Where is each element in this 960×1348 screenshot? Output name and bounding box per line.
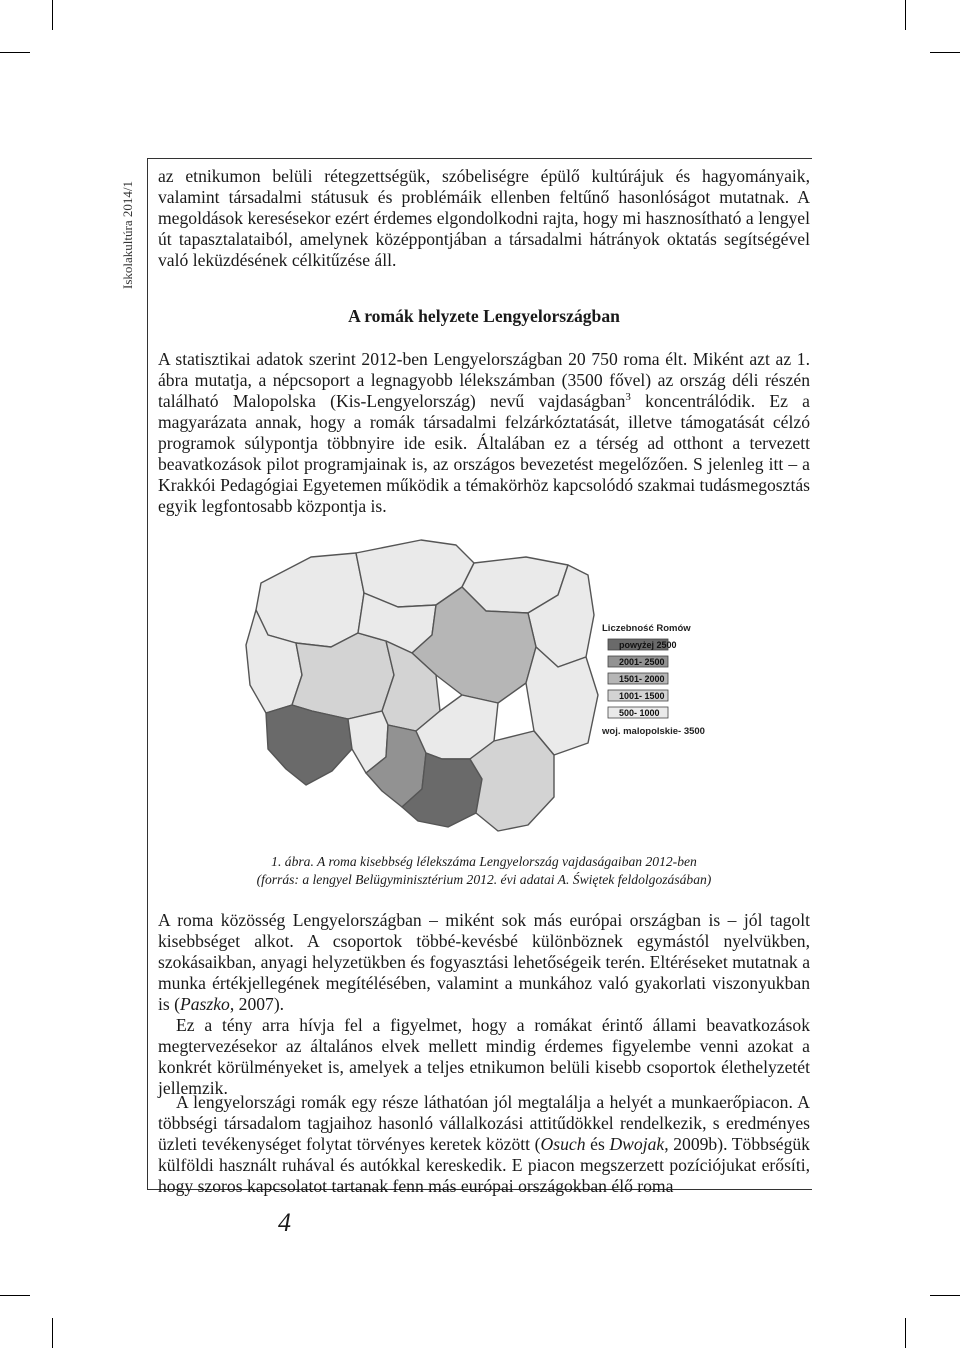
body-paragraph-1: A roma közösség Lengyelországban – miként sok más európai országban is – jól tagolt kisebbséget alkot. A csoportok többé-kevésbé különböznek egymástól nyelvükben, szokásaikban, anyagi helyzetükben és fogyasztási lehetőségeik terén. Eltéréseket mutatnak a munka értékjellegének megítélésében, valamint a munkához való gyakorlati viszonyukban is (Paszko, 2007).	[158, 910, 810, 1014]
crop-mark	[930, 52, 960, 53]
legend-label: 1001- 1500	[619, 691, 665, 701]
body-paragraph-2: Ez a tény arra hívja fel a figyelmet, hogy a romákat érintő állami beavatkozások megtervezésekor az általános elvek mellett mindig érdemes figyelembe venni azokat a konkrét körülményeket is, amelyek a teljes etnikumon belüli kisebb csoportok élethelyzetét jellemzik.	[158, 1015, 810, 1098]
legend-label: powyżej 2500	[619, 640, 677, 650]
legend-label: 1501- 2000	[619, 674, 665, 684]
crop-mark	[0, 52, 30, 53]
section-heading: A romák helyzete Lengyelországban	[348, 306, 620, 326]
crop-mark	[905, 0, 906, 30]
running-head	[118, 160, 138, 310]
figure-caption-line1: 1. ábra. A roma kisebbség lélekszáma Lengyelország vajdaságaiban 2012-ben	[271, 854, 697, 869]
section-paragraph: A statisztikai adatok szerint 2012-ben Lengyelországban 20 750 roma élt. Miként azt az 1. ábra mutatja, a népcsoport a legnagyobb lélekszámban (3500 fővel) az ország déli részén található Malopolska (Kis-Lengyelország) nevű vajdaságban$^3$ koncentrálódik. Ez a magyarázata annak, hogy a romák társadalmi felzárkóztatását, illetve támogatását célzó programok súlypontja többnyire ide esik. Általában ez a térség ad otthont a tervezett beavatkozások pilot programjainak is, az országos bevezetést megelőzően. S jelenleg itt – a Krakkói Pedagógiai Egyetemen működik a témakörhöz kapcsolódó szakmai tudásmegosztás egyik legfontosabb központja is.	[158, 349, 810, 516]
map-legend	[601, 623, 705, 737]
region-zachodniopomorskie	[256, 553, 364, 647]
intro-paragraph: az etnikumon belüli rétegzettségük, szóbeliségre épülő kultúrájuk és hagyományaik, valamint társadalmi státusuk és problémáik ellenben feltűnő hasonlóságot mutatnak. A megoldások keresésekor ezért érdemes elgondolkodni rajta, hogy mi hasznosítható a lengyel út tapasztalataiból, amelynek középpontjában a társadalmi hátrányok oktatás segítségével való leküzdésének célkitűzése áll.	[158, 166, 810, 270]
legend-title: Liczebność Romów	[602, 623, 691, 634]
crop-mark	[905, 1318, 906, 1348]
citation: Paszko	[180, 994, 230, 1014]
figure-caption-line2: (forrás: a lengyel Belügyminisztérium 2012. évi adatai A. Świętek feldolgozásában)	[256, 872, 712, 887]
page-number: 4	[278, 1208, 291, 1237]
legend-note: woj. malopolskie- 3500	[602, 726, 705, 737]
legend-label: 2001- 2500	[619, 657, 665, 667]
running-head-text: Iskolakultúra 2014/1	[120, 181, 135, 289]
citation: Osuch	[540, 1134, 586, 1154]
body-paragraph-3: A lengyelországi romák egy része láthatóan jól megtalálja a helyét a munkaerőpiacon. A többségi társadalom tagjaihoz hasonló vállalkozási attitűdökkel rendelkezik, s eredményes üzleti tevékenységet folytat törvényes keretek között (Osuch és Dwojak, 2009b). Többségük külföldi használt ruhával és autókkal kereskedik. E piacon megszerzett pozíciójukat erősíti, hogy szoros kapcsolatot tartanak fenn más európai országokban élő roma	[158, 1092, 810, 1196]
top-rule	[147, 158, 812, 159]
region-dolnoslaskie	[266, 705, 352, 785]
margin-rule	[147, 158, 148, 1190]
crop-mark	[52, 0, 53, 30]
region-wielkopolskie	[292, 633, 394, 719]
roma-population-map	[236, 535, 736, 855]
crop-mark	[52, 1318, 53, 1348]
figure-caption	[158, 853, 810, 889]
footnote-ref[interactable]: 3	[625, 391, 631, 404]
legend-label: 500- 1000	[619, 708, 660, 718]
crop-mark	[0, 1295, 30, 1296]
crop-mark	[930, 1295, 960, 1296]
citation: Dwojak	[609, 1134, 665, 1154]
